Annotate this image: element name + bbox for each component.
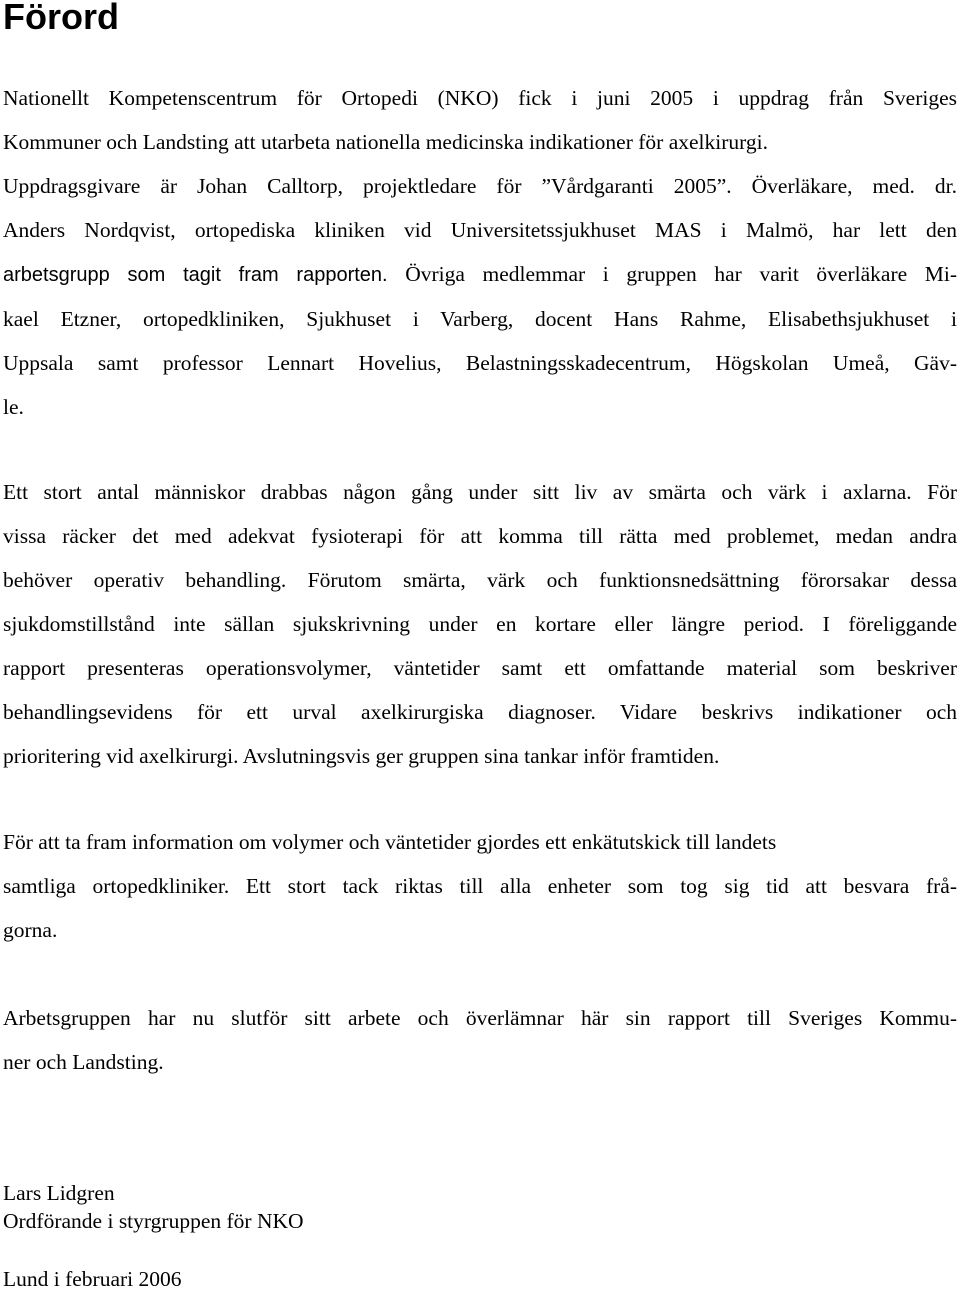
text-line: Arbetsgruppen har nu slutför sitt arbete och överlämnar här sin rapport till Sveriges Kommu- [3, 1006, 957, 1030]
paragraph-survey [3, 820, 957, 952]
text-line: Uppdragsgivare är Johan Calltorp, projektledare för ”Vårdgaranti 2005”. Överläkare, med. dr. [3, 174, 957, 198]
text-line: le. [3, 395, 24, 419]
paragraph-background [3, 470, 957, 778]
text-line: Anders Nordqvist, ortopediska kliniken vid Universitetssjukhuset MAS i Malmö, har lett den [3, 218, 957, 242]
text-line: vissa räcker det med adekvat fysioterapi för att komma till rätta med problemet, medan andra [3, 524, 957, 548]
text-line: rapport presenteras operationsvolymer, väntetider samt ett omfattande material som beskriver [3, 656, 957, 680]
text-line: kael Etzner, ortopedkliniken, Sjukhuset i Varberg, docent Hans Rahme, Elisabethsjukhuset i [3, 307, 957, 331]
text-line: samtliga ortopedkliniker. Ett stort tack riktas till alla enheter som tog sig tid att besvara frå- [3, 874, 957, 898]
text-line: Kommuner och Landsting att utarbeta nationella medicinska indikationer för axelkirurgi. [3, 130, 769, 154]
signature-role: Ordförande i styrgruppen för NKO [3, 1209, 304, 1233]
text-line-mixed [3, 252, 957, 297]
signature-place-date: Lund i februari 2006 [3, 1267, 182, 1291]
text-segment: Övriga medlemmar i gruppen har varit överläkare Mi- [387, 262, 957, 286]
text-line: behöver operativ behandling. Förutom smärta, värk och funktionsnedsättning förorsakar dessa [3, 568, 957, 592]
text-line: prioritering vid axelkirurgi. Avslutningsvis ger gruppen sina tankar inför framtiden. [3, 744, 720, 768]
page-title: Förord [3, 0, 119, 37]
text-line: ner och Landsting. [3, 1050, 164, 1074]
text-line: Ett stort antal människor drabbas någon gång under sitt liv av smärta och värk i axlarna. För [3, 480, 957, 504]
text-line: Uppsala samt professor Lennart Hovelius, Belastningsskadecentrum, Högskolan Umeå, Gäv- [3, 351, 957, 375]
text-line: gorna. [3, 918, 58, 942]
signature-name: Lars Lidgren [3, 1181, 115, 1205]
paragraph-intro [3, 76, 957, 429]
text-line: För att ta fram information om volymer och väntetider gjordes ett enkätutskick till landets [3, 830, 777, 854]
text-segment-sans: arbetsgrupp som tagit fram rapporten. [3, 264, 388, 286]
paragraph-conclusion [3, 996, 957, 1084]
text-line: sjukdomstillstånd inte sällan sjukskrivning under en kortare eller längre period. I föreliggande [3, 612, 957, 636]
text-line: behandlingsevidens för ett urval axelkirurgiska diagnoser. Vidare beskrivs indikationer och [3, 700, 957, 724]
text-line: Nationellt Kompetenscentrum för Ortopedi (NKO) fick i juni 2005 i uppdrag från Sveriges [3, 86, 957, 110]
